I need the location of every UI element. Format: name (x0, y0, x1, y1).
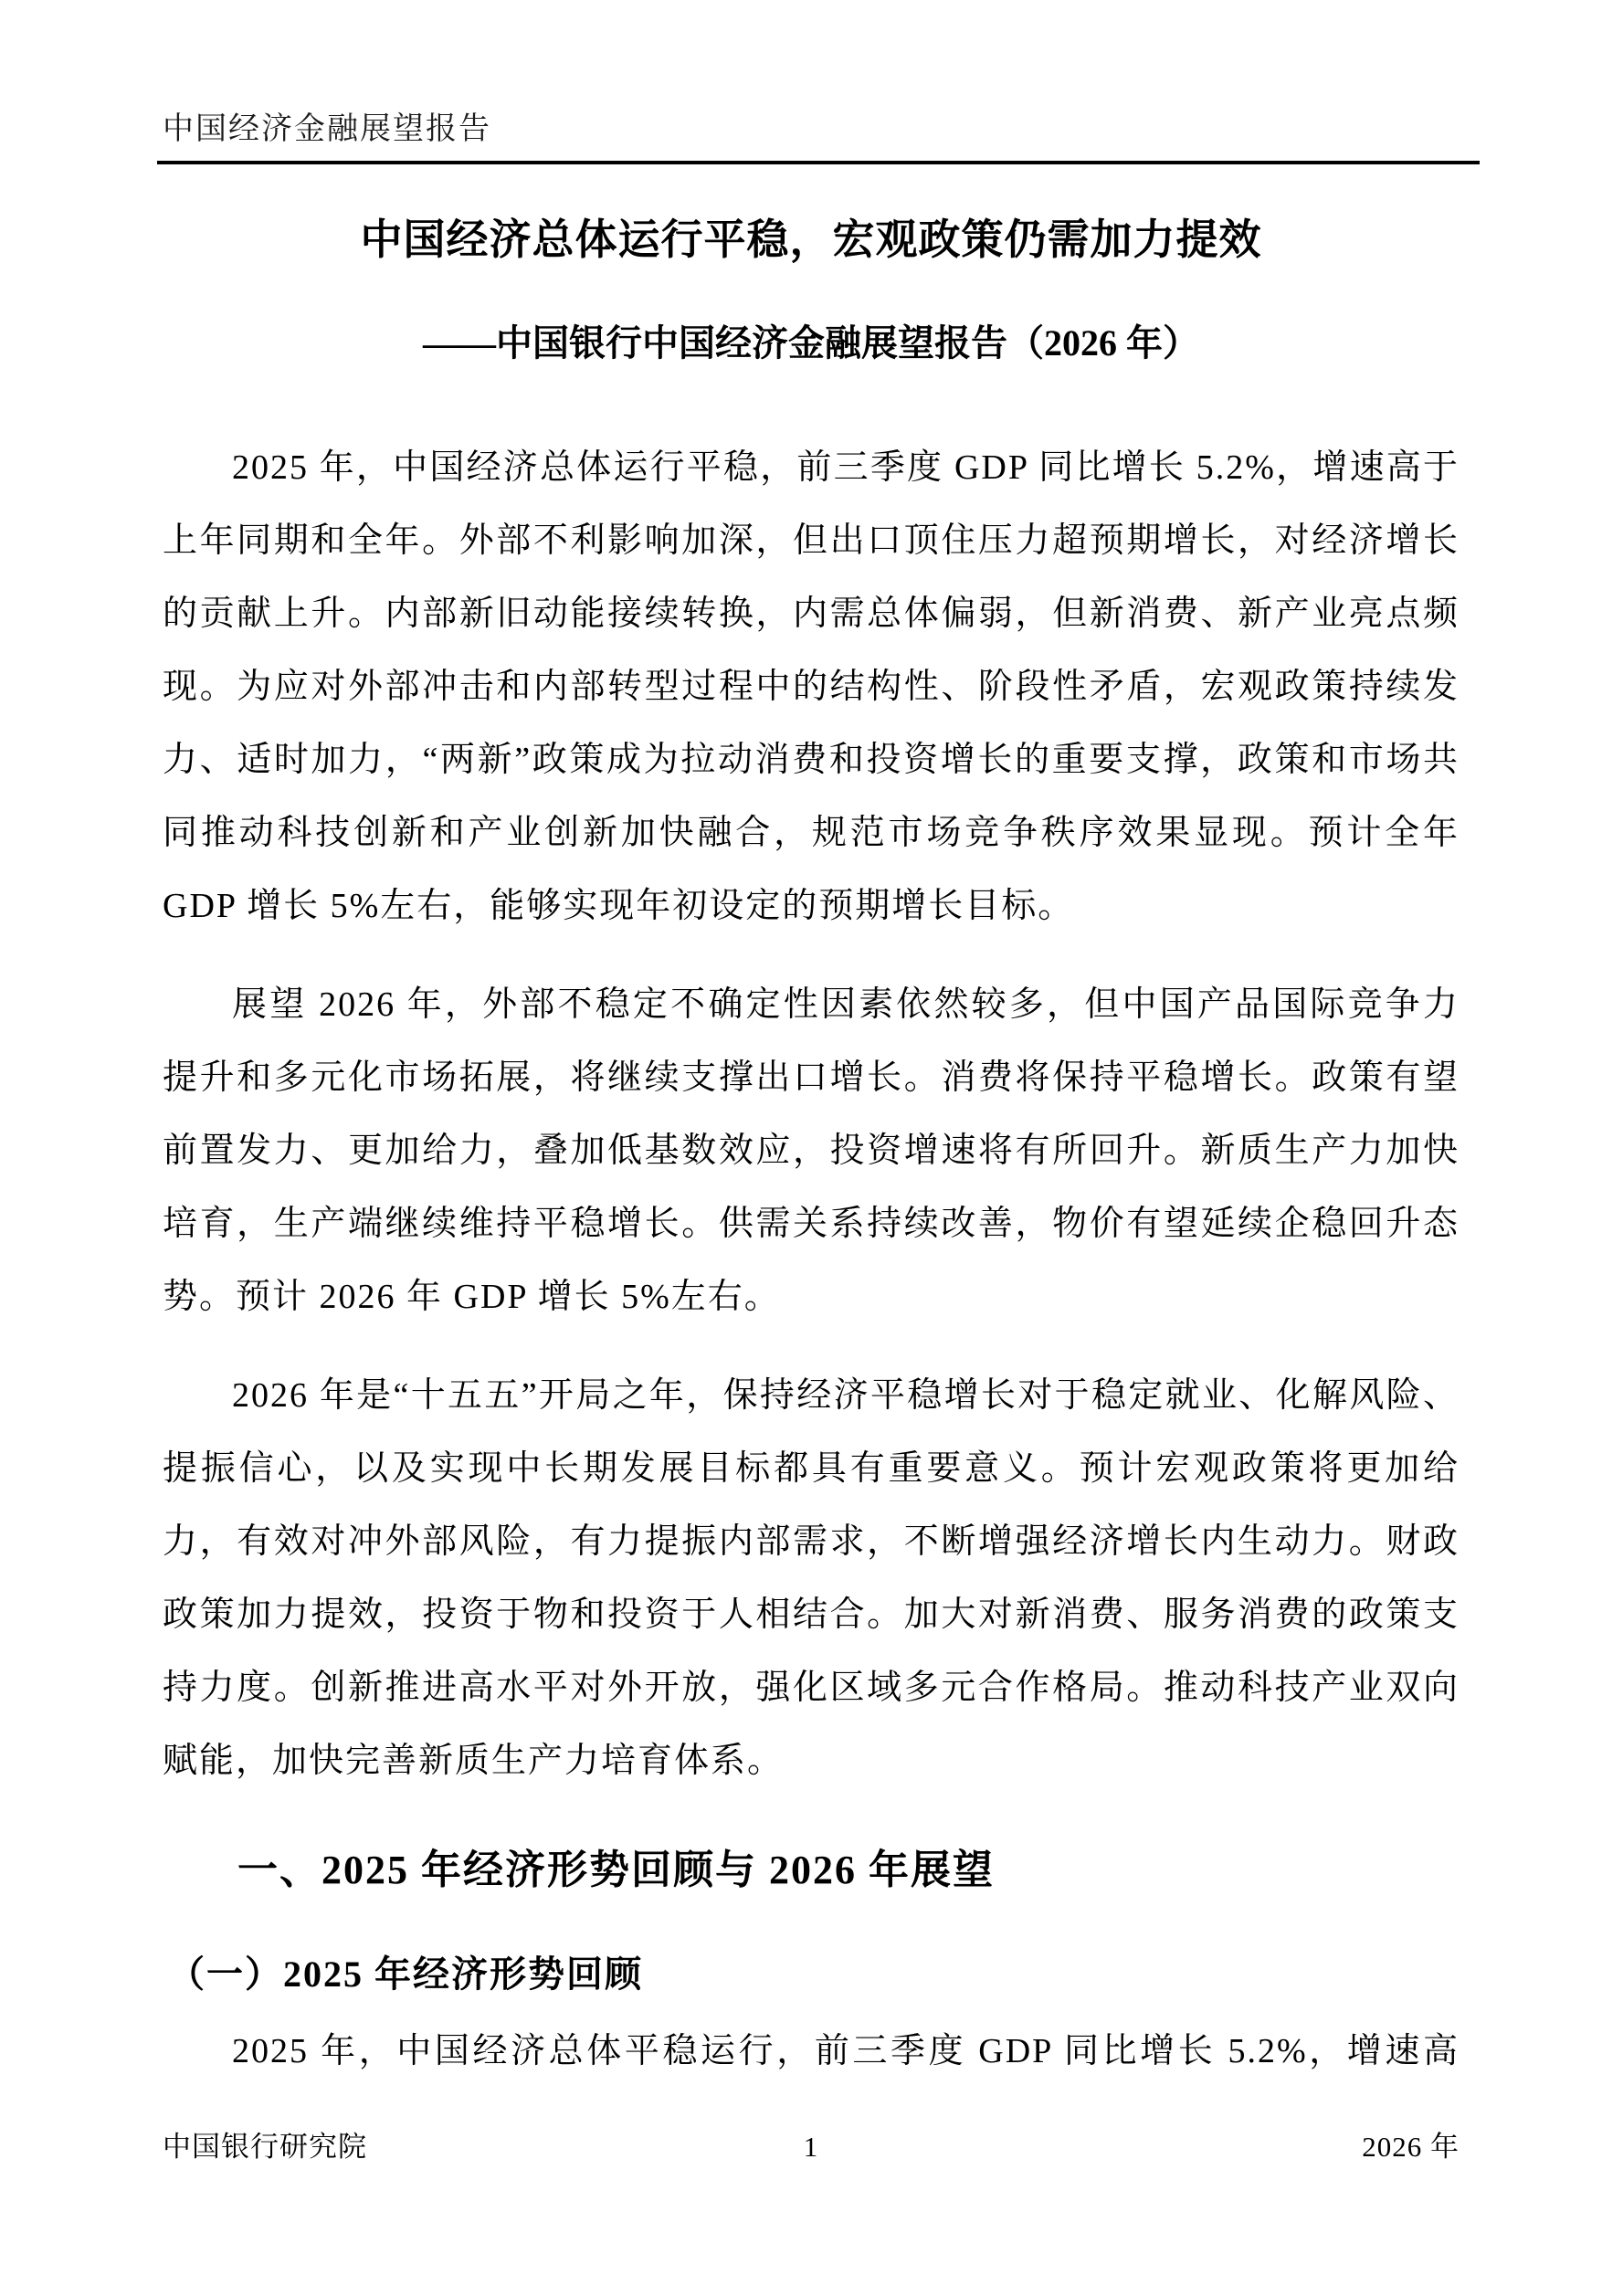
footer-year: 2026 年 (1362, 2131, 1460, 2163)
section-heading-1: 一、2025 年经济形势回顾与 2026 年展望 (237, 1848, 995, 1892)
document-title: 中国经济总体运行平稳，宏观政策仍需加力提效 (360, 216, 1262, 263)
paragraph-overview-2025: 2025 年，中国经济总体运行平稳，前三季度 GDP 同比增长 5.2%，增速高于上年同期和全年。外部不利影响加深，但出口顶住压力超预期增长，对经济增长的贡献上升。内部新旧动能接续转换，内需总体偏弱，但新消费、新产业亮点频现。为应对外部冲击和内部转型过程中的结构性、阶段性矛盾，宏观政策持续发力、适时加力，“两新”政策成为拉动消费和投资增长的重要支撑，政策和市场共同推动科技创新和产业创新加快融合，规范市场竞争秩序效果显现。预计全年 GDP 增长 5%左右，能够实现年初设定的预期增长目标。 (163, 448, 1460, 925)
paragraph-review-2025-first-line: 2025 年，中国经济总体平稳运行，前三季度 GDP 同比增长 5.2%，增速高 (232, 2032, 1460, 2070)
header-rule (157, 161, 1480, 164)
page-content (163, 0, 1460, 2088)
paragraph-outlook-2026: 展望 2026 年，外部不稳定不确定性因素依然较多，但中国产品国际竞争力提升和多元化市场拓展，将继续支撑出口增长。消费将保持平稳增长。政策有望前置发力、更加给力，叠加低基数效应，投资增速将有所回升。新质生产力加快培育，生产端继续维持平稳增长。供需关系持续改善，物价有望延续企稳回升态势。预计 2026 年 GDP 增长 5%左右。 (163, 985, 1460, 1316)
document-subtitle: ——中国银行中国经济金融展望报告（2026 年） (423, 322, 1199, 363)
footer-institution: 中国银行研究院 (163, 2131, 367, 2163)
footer-page-number: 1 (803, 2131, 819, 2163)
running-header-title: 中国经济金融展望报告 (163, 112, 491, 146)
subsection-heading-1-1: （一）2025 年经济形势回顾 (168, 1954, 643, 1995)
paragraph-policy-outlook: 2026 年是“十五五”开局之年，保持经济平稳增长对于稳定就业、化解风险、提振信心，以及实现中长期发展目标都具有重要意义。预计宏观政策将更加给力，有效对冲外部风险，有力提振内部需求，不断增强经济增长内生动力。财政政策加力提效，投资于物和投资于人相结合。加大对新消费、服务消费的政策支持力度。创新推进高水平对外开放，强化区域多元合作格局。推动科技产业双向赋能，加快完善新质生产力培育体系。 (163, 1376, 1460, 1780)
body-text (163, 431, 1460, 2088)
